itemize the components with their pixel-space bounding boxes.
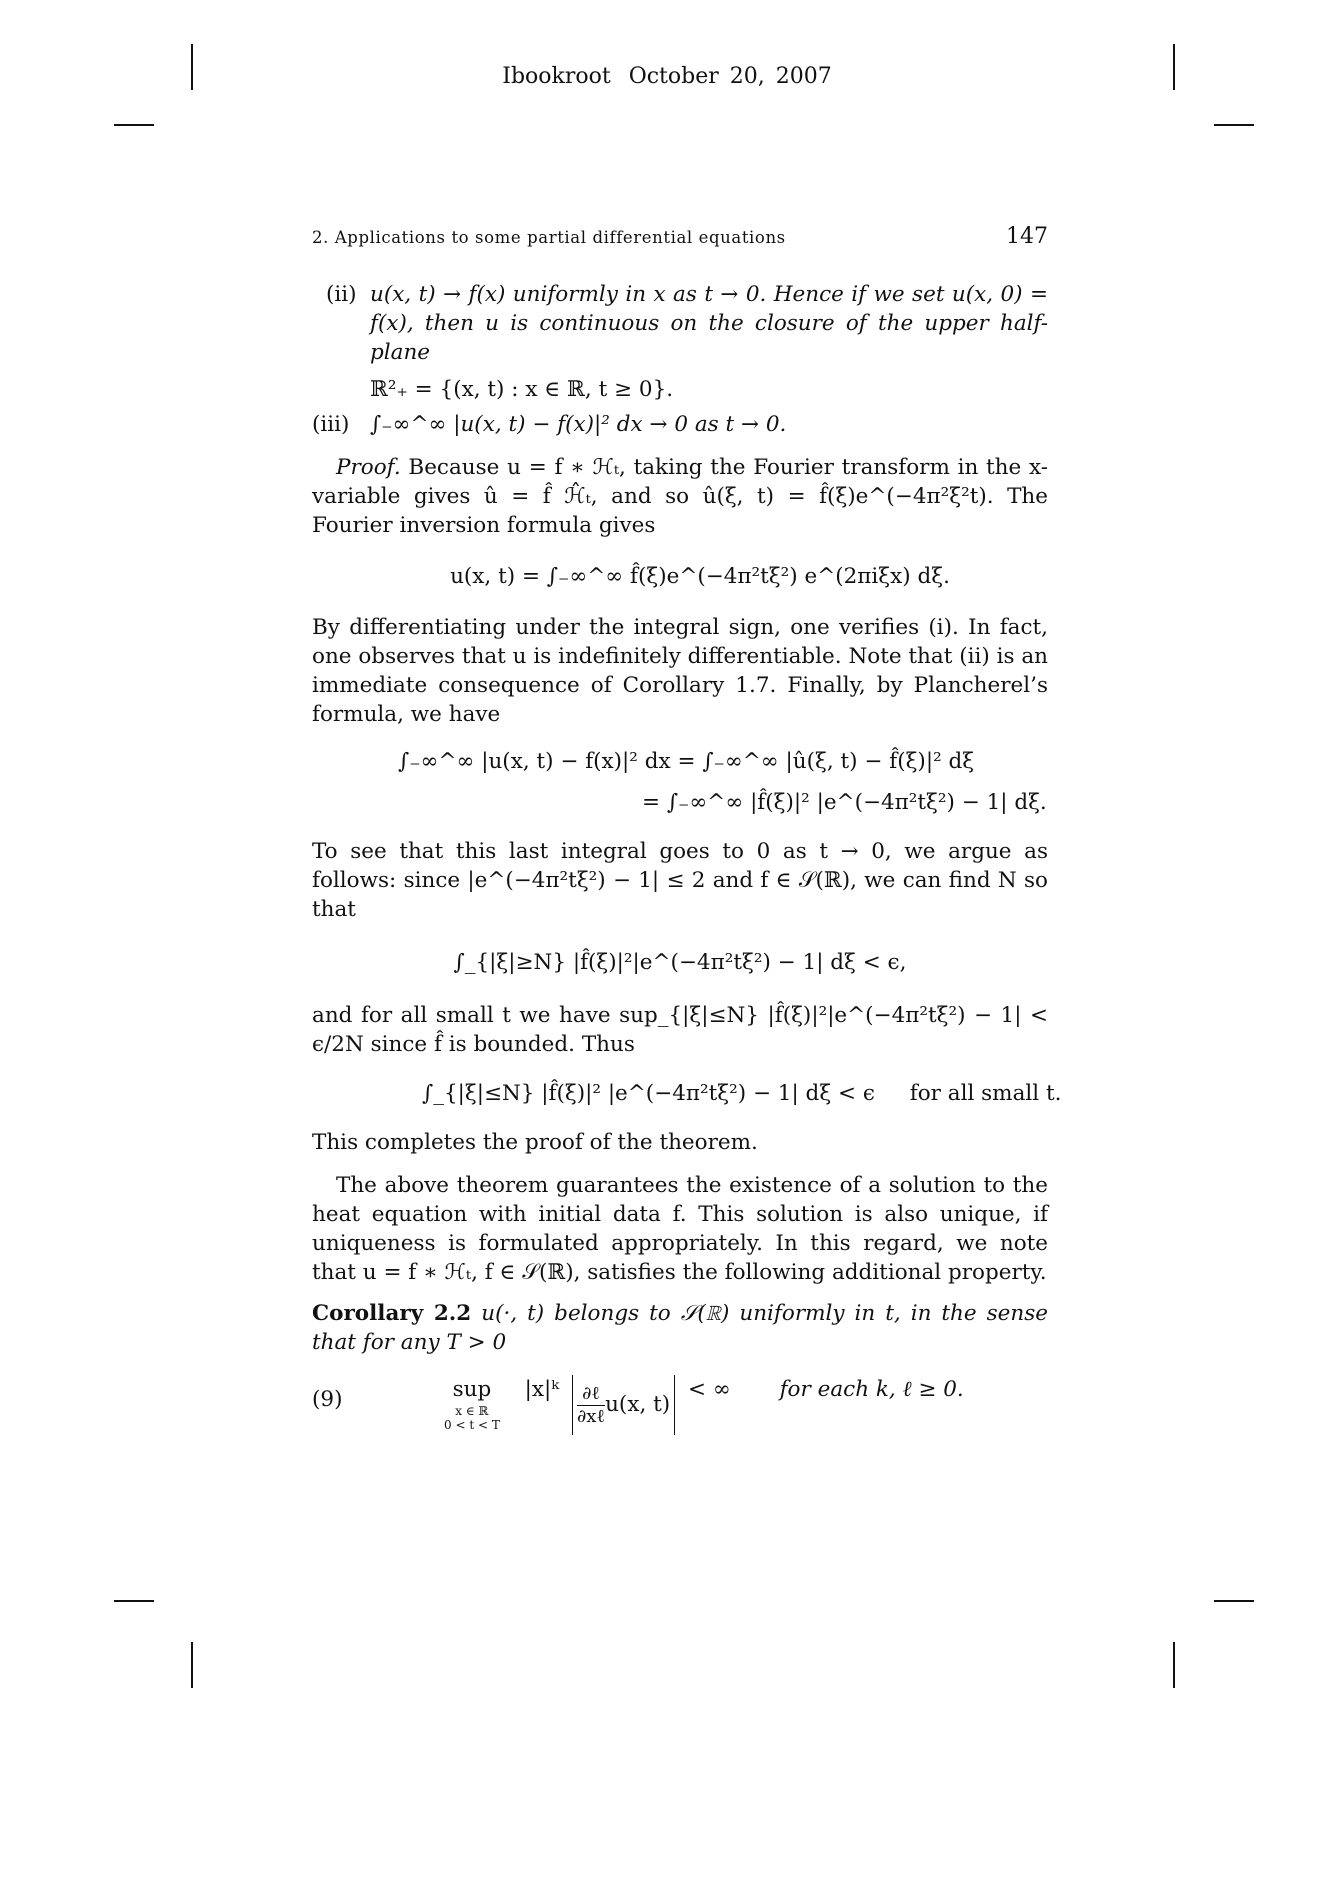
paragraph-differentiating: By differentiating under the integral sign, one verifies (i). In fact, one observes that u is indefinitely differentiable. Note that (ii) is an immediate consequence of Corollary 1.7. Finally, by Plancherel’s formula, we have: [312, 615, 1048, 727]
equation-head-bound: [422, 1079, 1062, 1108]
crop-mark-right-lower: [1214, 1600, 1254, 1602]
crop-mark-left-upper: [114, 124, 154, 126]
item-ii: [312, 280, 1048, 404]
equation-9-abs: [572, 1375, 675, 1435]
partial-den: ∂xℓ: [576, 1405, 606, 1427]
item-iii-text: ∫₋∞^∞ |u(x, t) − f(x)|² dx → 0 as t → 0.: [370, 412, 787, 437]
proof-conclusion: This completes the proof of the theorem.: [312, 1130, 758, 1155]
equation-9-func: u(x, t): [605, 1392, 671, 1417]
slug-line: [0, 64, 1334, 89]
crop-mark-right-upper: [1214, 124, 1254, 126]
crop-mark-left-lower: [114, 1600, 154, 1602]
equation-9-number: (9): [312, 1387, 343, 1412]
running-head: 2. Applications to some partial differential equations: [312, 228, 786, 247]
equation-9-body: [444, 1375, 964, 1435]
corollary-text: u(·, t) belongs to 𝒮(ℝ) uniformly in t, in the sense that for any T > 0: [312, 1301, 1048, 1355]
item-iii: [312, 410, 1048, 439]
equation-9: [312, 1375, 1048, 1445]
equation-tail-bound: ∫_{|ξ|≥N} |f̂(ξ)|²|e^(−4π²tξ²) − 1| dξ < ϵ,: [453, 950, 907, 975]
paragraph-argue: To see that this last integral goes to 0 as t → 0, we argue as follows: since |e^(−4π²tξ²) − 1| ≤ 2 and f ∈ 𝒮(ℝ), we can find N so that: [312, 839, 1048, 922]
item-iii-label: (iii): [312, 412, 350, 437]
equation-plancherel-line2: = ∫₋∞^∞ |f̂(ξ)|² |e^(−4π²tξ²) − 1| dξ.: [642, 790, 1047, 815]
sup-sub-x: x ∈ ℝ: [455, 1404, 489, 1418]
equation-head-bound-expr: ∫_{|ξ|≤N} |f̂(ξ)|² |e^(−4π²tξ²) − 1| dξ < ϵ: [422, 1081, 875, 1106]
partial-num: ∂ℓ: [577, 1383, 605, 1406]
page-number: 147: [1006, 224, 1048, 249]
paragraph-uniqueness: The above theorem guarantees the existence of a solution to the heat equation with initial data f. This solution is also unique, if uniqueness is formulated appropriately. In this regard, we note that u = f ∗ ℋₜ, f ∈ 𝒮(ℝ), satisfies the following additional property.: [312, 1173, 1048, 1285]
paragraph-small-t: and for all small t we have sup_{|ξ|≤N} |f̂(ξ)|²|e^(−4π²tξ²) − 1| < ϵ/2N since f̂ is bounded. Thus: [312, 1003, 1048, 1057]
proof-label: Proof.: [336, 455, 401, 480]
equation-head-bound-tail: for all small t.: [909, 1081, 1062, 1106]
corollary-2-2: [312, 1299, 1048, 1357]
item-ii-line3: ℝ²₊ = {(x, t) : x ∈ ℝ, t ≥ 0}.: [370, 377, 674, 402]
sup-operator: [444, 1375, 500, 1432]
sup-sub-t: 0 < t < T: [444, 1418, 500, 1432]
proof-text: Because u = f ∗ ℋₜ, taking the Fourier transform in the x-variable gives û = f̂ ℋ̂ₜ, and so û(ξ, t) = f̂(ξ)e^(−4π²ξ²t). The Fourier inversion formula gives: [312, 455, 1048, 538]
crop-mark-bottom-right: [1173, 1642, 1175, 1688]
item-ii-label: (ii): [326, 282, 357, 307]
proof-paragraph: [312, 453, 1048, 540]
sup-word: sup: [452, 1377, 492, 1402]
slug-book-id: Ibookroot: [502, 64, 611, 89]
item-ii-line1: u(x, t) → f(x) uniformly in x as t → 0. Hence if we set u(x, 0) =: [370, 282, 1048, 307]
partial-derivative: [577, 1383, 605, 1428]
equation-plancherel-line1: ∫₋∞^∞ |u(x, t) − f(x)|² dx = ∫₋∞^∞ |û(ξ, t) − f̂(ξ)|² dξ: [398, 749, 975, 774]
corollary-label: Corollary 2.2: [312, 1301, 472, 1326]
equation-9-rhs: < ∞: [687, 1377, 731, 1402]
page-body: [312, 280, 1062, 1445]
item-ii-line2: f(x), then u is continuous on the closure of the upper half-plane: [370, 311, 1048, 365]
equation-9-tail: for each k, ℓ ≥ 0.: [779, 1377, 964, 1402]
equation-9-power: |x|ᵏ: [524, 1377, 560, 1402]
slug-date: October 20, 2007: [628, 64, 832, 89]
equation-inversion: u(x, t) = ∫₋∞^∞ f̂(ξ)e^(−4π²tξ²) e^(2πiξx) dξ.: [450, 564, 950, 589]
crop-mark-bottom-left: [191, 1642, 193, 1688]
